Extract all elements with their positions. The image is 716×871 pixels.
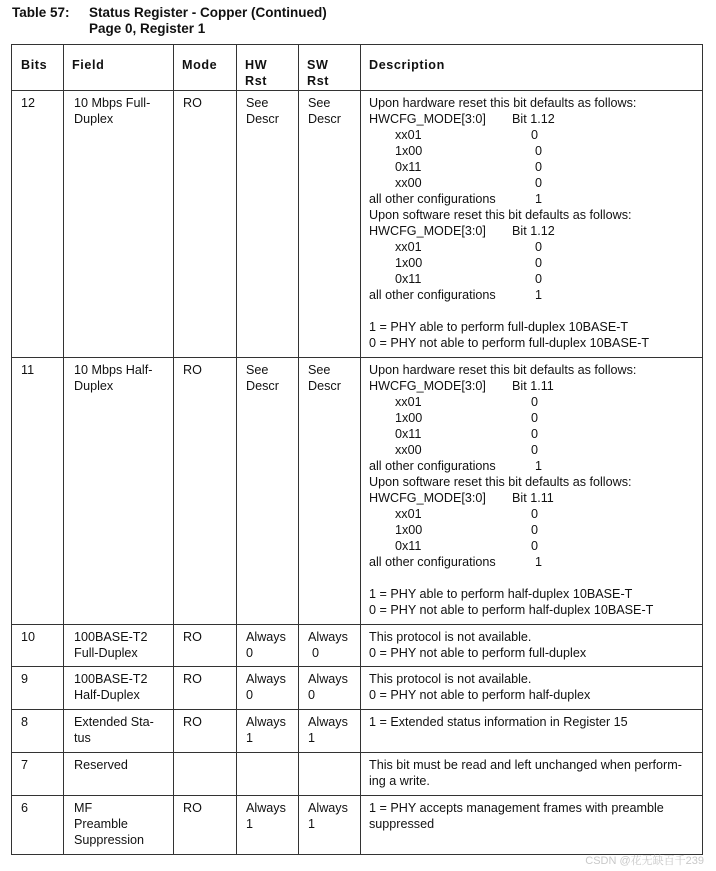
cell-sw-rst: Always 0 — [299, 625, 361, 667]
cell-description: 1 = PHY accepts management frames with preamble suppressed — [361, 796, 703, 855]
cell-bits: 8 — [12, 710, 64, 753]
cell-description: This protocol is not available. 0 = PHY not able to perform full-duplex — [361, 625, 703, 667]
header-hw-rst: HW Rst — [237, 45, 299, 91]
cell-bits: 10 — [12, 625, 64, 667]
cell-description: 1 = Extended status information in Register 15 — [361, 710, 703, 753]
cell-hw-rst — [237, 753, 299, 796]
cell-mode: RO — [174, 710, 237, 753]
cell-bits: 11 — [12, 358, 64, 625]
cell-description: This protocol is not available. 0 = PHY not able to perform half-duplex — [361, 667, 703, 710]
cell-bits: 9 — [12, 667, 64, 710]
cell-sw-rst: Always 0 — [299, 667, 361, 710]
header-field: Field — [64, 45, 174, 91]
table-title: Status Register - Copper (Continued) — [89, 5, 327, 20]
header-bits: Bits — [12, 45, 64, 91]
cell-mode — [174, 753, 237, 796]
table-row — [12, 710, 703, 753]
cell-field: Reserved — [64, 753, 174, 796]
cell-sw-rst: See Descr — [299, 358, 361, 625]
cell-hw-rst: Always 0 — [237, 625, 299, 667]
cell-hw-rst: See Descr — [237, 91, 299, 358]
cell-sw-rst: Always 1 — [299, 710, 361, 753]
table-row — [12, 625, 703, 667]
cell-field: 10 Mbps Full- Duplex — [64, 91, 174, 358]
cell-field: 10 Mbps Half- Duplex — [64, 358, 174, 625]
cell-sw-rst: Always 1 — [299, 796, 361, 855]
cell-mode: RO — [174, 625, 237, 667]
cell-description: This bit must be read and left unchanged when perform- ing a write. — [361, 753, 703, 796]
cell-field: MF Preamble Suppression — [64, 796, 174, 855]
table-number: Table 57: — [12, 5, 70, 20]
watermark: CSDN @花无缺百千239 — [585, 855, 704, 867]
cell-bits: 6 — [12, 796, 64, 855]
cell-bits: 12 — [12, 91, 64, 358]
cell-hw-rst: Always 1 — [237, 710, 299, 753]
cell-mode: RO — [174, 796, 237, 855]
cell-sw-rst: See Descr — [299, 91, 361, 358]
cell-bits: 7 — [12, 753, 64, 796]
cell-description: Upon hardware reset this bit defaults as follows: HWCFG_MODE[3:0] Bit 1.12 xx01 0 1x00 0 0x11 0 xx00 0 all other configurations 1 Upon software reset this bit defaults as follows: HWCFG_MODE[3:0] Bit 1.12 xx01 0 1x00 0 0x11 0 all other configurations 1 1 = PHY able to perform full-duplex 10BASE-T 0 = PHY not able to perform full-duplex 10BASE-T — [361, 91, 703, 358]
table-row — [12, 667, 703, 710]
header-mode: Mode — [174, 45, 237, 91]
status-register-table — [11, 44, 703, 855]
cell-hw-rst: Always 0 — [237, 667, 299, 710]
header-row — [12, 45, 703, 91]
cell-field: 100BASE-T2 Half-Duplex — [64, 667, 174, 710]
cell-sw-rst — [299, 753, 361, 796]
table-row — [12, 91, 703, 358]
table-subtitle: Page 0, Register 1 — [89, 21, 206, 36]
cell-description: Upon hardware reset this bit defaults as follows: HWCFG_MODE[3:0] Bit 1.11 xx01 0 1x00 0 0x11 0 xx00 0 all other configurations 1 Upon software reset this bit defaults as follows: HWCFG_MODE[3:0] Bit 1.11 xx01 0 1x00 0 0x11 0 all other configurations 1 1 = PHY able to perform half-duplex 10BASE-T 0 = PHY not able to perform half-duplex 10BASE-T — [361, 358, 703, 625]
cell-mode: RO — [174, 358, 237, 625]
table-row — [12, 796, 703, 855]
table-row — [12, 358, 703, 625]
cell-hw-rst: Always 1 — [237, 796, 299, 855]
cell-field: Extended Sta- tus — [64, 710, 174, 753]
cell-mode: RO — [174, 91, 237, 358]
header-description: Description — [361, 45, 703, 91]
cell-field: 100BASE-T2 Full-Duplex — [64, 625, 174, 667]
table-row — [12, 753, 703, 796]
header-sw-rst: SW Rst — [299, 45, 361, 91]
cell-mode: RO — [174, 667, 237, 710]
cell-hw-rst: See Descr — [237, 358, 299, 625]
